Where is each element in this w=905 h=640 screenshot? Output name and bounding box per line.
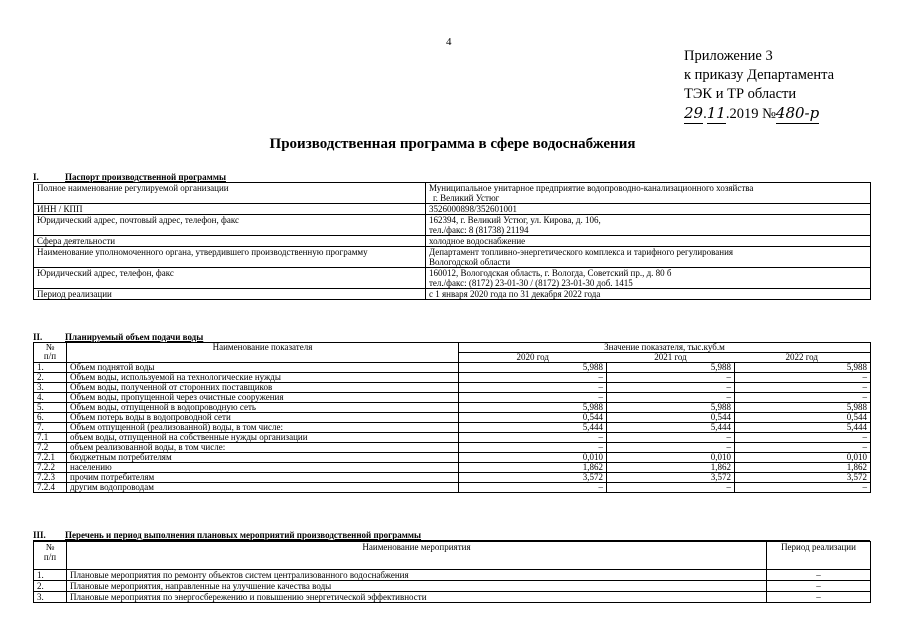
table-header-row [34,542,871,570]
section-2-title: Планируемый объем подачи воды [65,332,204,342]
row-value-2021: 5,988 [607,403,735,413]
col-header-num-line: п/п [43,351,57,361]
row-value-2022: 5,988 [735,403,871,413]
row-name: Объем воды, отпущенной в водопроводную сеть [67,403,459,413]
table-row [34,204,871,215]
section-2-heading [33,332,203,342]
table-row [34,473,871,483]
table-row [34,443,871,453]
row-value-2022: 1,862 [735,463,871,473]
handwritten-day: 29 [684,104,704,122]
passport-value [426,247,871,268]
row-value-2020: 0,544 [459,413,607,423]
row-value-2022: 5,988 [735,363,871,373]
row-value-2021: 0,544 [607,413,735,423]
section-1-number: I. [33,172,39,182]
table-row [34,236,871,247]
row-name: Плановые мероприятия по энергосбережению и повышению энергетической эффективности [67,592,767,603]
table-row [34,393,871,403]
passport-value-line: г. Великий Устюг [433,193,500,203]
row-period: – [767,581,871,592]
table-row [34,363,871,373]
table-row [34,215,871,236]
appendix-signature-line: 29.11.2019 №480-р [684,104,820,122]
passport-value-line: тел./факс: (8172) 23-01-30 / (8172) 23-01-30 доб. 1415 [429,278,633,288]
passport-value-line: Департамент топливно-энергетического комплекса и тарифного регулирования [429,247,734,257]
row-value-2022: 3,572 [735,473,871,483]
col-header-num-line: п/п [43,552,57,562]
row-value-2022: – [735,383,871,393]
row-value-2020: – [459,433,607,443]
table-row [34,463,871,473]
row-number: 3. [34,383,67,393]
section-3-number: III. [33,530,46,540]
page-number: 4 [446,36,452,48]
row-name: бюджетным потребителям [67,453,459,463]
passport-label: Период реализации [34,289,426,300]
row-value-2020: 5,444 [459,423,607,433]
row-value-2021: 0,010 [607,453,735,463]
row-period: – [767,570,871,581]
row-value-2020: 0,010 [459,453,607,463]
row-value-2021: 1,862 [607,463,735,473]
row-number: 2. [34,373,67,383]
row-number: 2. [34,581,67,592]
row-value-2021: 5,444 [607,423,735,433]
table-row [34,183,871,204]
row-value-2021: – [607,443,735,453]
col-header-value: Значение показателя, тыс.куб.м [459,343,871,353]
row-number: 7.2.2 [34,463,67,473]
table-row [34,453,871,463]
table-row [34,247,871,268]
section-3-heading [33,530,870,541]
row-number: 1. [34,570,67,581]
passport-label: Полное наименование регулируемой организации [34,183,426,204]
row-value-2020: – [459,443,607,453]
row-value-2021: – [607,393,735,403]
col-header-year: 2022 год [735,353,871,363]
row-value-2022: – [735,443,871,453]
measures-table [33,541,871,603]
table-row [34,413,871,423]
handwritten-number: 480-р [775,104,820,122]
row-name: Объем воды, используемой на технологические нужды [67,373,459,383]
col-header-num [34,343,67,363]
appendix-line-1: Приложение 3 [684,48,773,64]
row-value-2021: 5,988 [607,363,735,373]
table-row [34,581,871,592]
row-value-2021: 3,572 [607,473,735,483]
row-value-2020: – [459,393,607,403]
row-value-2021: – [607,433,735,443]
appendix-header [684,47,834,124]
col-header-year: 2020 год [459,353,607,363]
passport-label: ИНН / КПП [34,204,426,215]
row-number: 1. [34,363,67,373]
row-name: Объем отпущенной (реализованной) воды, в том числе: [67,423,459,433]
row-name: населению [67,463,459,473]
row-name: Объем воды, пропущенной через очистные сооружения [67,393,459,403]
row-period: – [767,592,871,603]
section-1-title: Паспорт производственной программы [65,172,226,182]
row-value-2022: – [735,393,871,403]
row-value-2020: 5,988 [459,363,607,373]
table-row [34,383,871,393]
passport-label: Юридический адрес, телефон, факс [34,268,426,289]
table-row [34,289,871,300]
row-value-2022: 0,544 [735,413,871,423]
row-name: прочим потребителям [67,473,459,483]
row-name: другим водопроводам [67,483,459,493]
row-name: Объем потерь воды в водопроводной сети [67,413,459,423]
passport-value: 3526000898/352601001 [426,204,871,215]
appendix-line-3: ТЭК и ТР области [684,86,797,102]
passport-label: Сфера деятельности [34,236,426,247]
section-1-heading [33,172,226,182]
table-header-row [34,343,871,353]
row-name: объем реализованной воды, в том числе: [67,443,459,453]
row-value-2020: 1,862 [459,463,607,473]
row-number: 7.2.4 [34,483,67,493]
row-value-2022: – [735,433,871,443]
row-number: 7.1 [34,433,67,443]
row-value-2020: – [459,483,607,493]
col-header-period: Период реализации [767,542,871,570]
table-row [34,423,871,433]
passport-value: холодное водоснабжение [426,236,871,247]
passport-table [33,182,871,300]
table-row [34,570,871,581]
passport-value-line: тел./факс: 8 (81738) 21194 [429,225,529,235]
col-header-num [34,542,67,570]
handwritten-month: 11 [706,104,726,122]
row-number: 5. [34,403,67,413]
row-value-2022: 5,444 [735,423,871,433]
row-number: 3. [34,592,67,603]
passport-value-line: Вологодской области [429,257,511,267]
row-number: 7.2 [34,443,67,453]
row-number: 4. [34,393,67,403]
row-value-2022: – [735,373,871,383]
row-value-2021: – [607,483,735,493]
row-name: Плановые мероприятия по ремонту объектов систем централизованного водоснабжения [67,570,767,581]
table-row [34,403,871,413]
table-row [34,268,871,289]
passport-value-line: Муниципальное унитарное предприятие водопроводно-канализационного хозяйства [429,183,754,193]
row-number: 6. [34,413,67,423]
table-row [34,433,871,443]
row-value-2022: 0,010 [735,453,871,463]
table-row [34,373,871,383]
section-3-title: Перечень и период выполнения плановых мероприятий производственной программы [65,530,422,540]
passport-value [426,215,871,236]
row-value-2021: – [607,383,735,393]
passport-value-line: 162394, г. Великий Устюг, ул. Кирова, д. 106, [429,215,601,225]
section-2-number: II. [33,332,43,342]
row-value-2022: – [735,483,871,493]
col-header-year: 2021 год [607,353,735,363]
passport-label: Юридический адрес, почтовый адрес, телефон, факс [34,215,426,236]
row-number: 7.2.3 [34,473,67,483]
passport-value: с 1 января 2020 года по 31 декабря 2022 года [426,289,871,300]
row-value-2020: – [459,373,607,383]
row-value-2021: – [607,373,735,383]
passport-value [426,183,871,204]
appendix-year: .2019 № [725,106,776,122]
row-name: Объем поднятой воды [67,363,459,373]
row-name: объем воды, отпущенной на собственные нужды организации [67,433,459,443]
row-number: 7.2.1 [34,453,67,463]
row-name: Плановые мероприятия, направленные на улучшение качества воды [67,581,767,592]
row-value-2020: – [459,383,607,393]
document-title: Производственная программа в сфере водоснабжения [269,136,636,152]
table-row [34,483,871,493]
water-volume-table [33,342,871,493]
col-header-num-line: № [45,342,55,352]
row-value-2020: 3,572 [459,473,607,483]
row-value-2020: 5,988 [459,403,607,413]
col-header-num-line: № [45,542,55,552]
appendix-line-2: к приказу Департамента [684,67,835,83]
col-header-name: Наименование показателя [67,343,459,363]
passport-label: Наименование уполномоченного органа, утвердившего производственную программу [34,247,426,268]
row-name: Объем воды, полученной от сторонних поставщиков [67,383,459,393]
row-number: 7. [34,423,67,433]
table-row [34,592,871,603]
passport-value [426,268,871,289]
passport-value-line: 160012, Вологодская область, г. Вологда, Советский пр., д. 80 б [429,268,672,278]
col-header-name: Наименование мероприятия [67,542,767,570]
